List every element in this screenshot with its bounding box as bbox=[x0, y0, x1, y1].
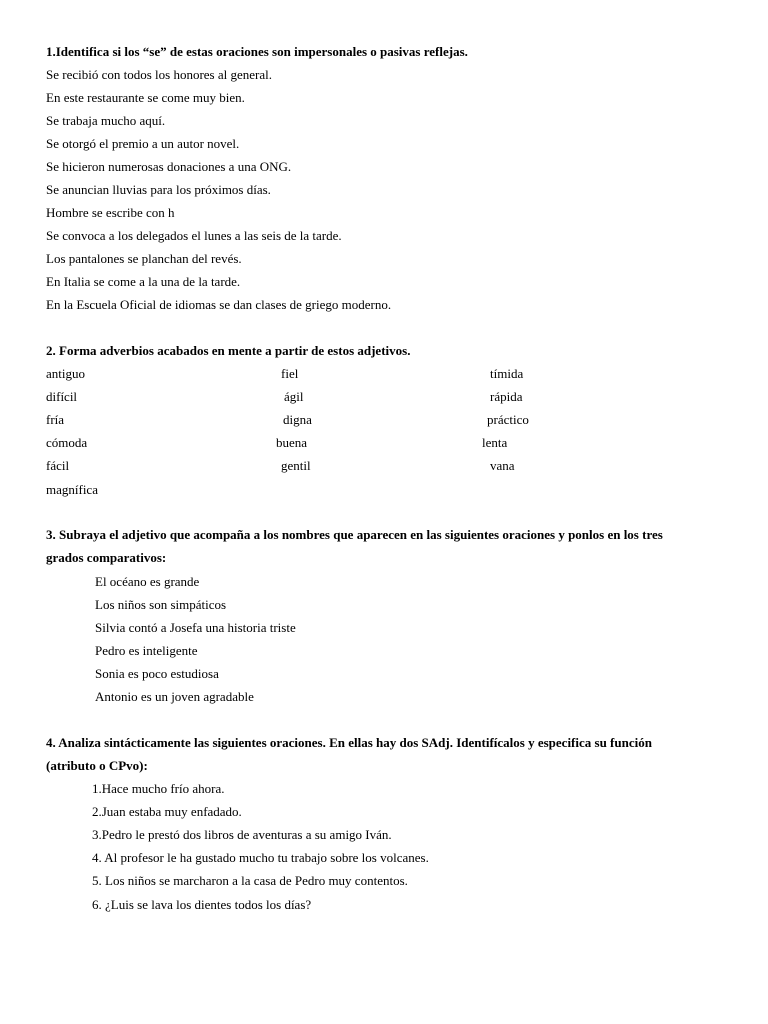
adjective-word: vana bbox=[490, 458, 515, 473]
adjective-word: digna bbox=[283, 412, 312, 427]
list-item: Se trabaja mucho aquí. bbox=[46, 113, 166, 128]
adjective-word: difícil bbox=[46, 389, 78, 404]
adjective-word: ágil bbox=[284, 389, 304, 404]
list-item: Pedro es inteligente bbox=[95, 643, 198, 658]
section-3-heading-cont: grados comparativos: bbox=[46, 550, 167, 565]
adjective-word: práctico bbox=[487, 412, 529, 427]
section-1-heading: 1.Identifica si los “se” de estas oraciones son impersonales o pasivas reflejas. bbox=[46, 44, 468, 59]
list-item: Se anuncian lluvias para los próximos días. bbox=[46, 182, 271, 197]
list-item: 6. ¿Luis se lava los dientes todos los días? bbox=[92, 897, 312, 912]
list-item: 4. Al profesor le ha gustado mucho tu trabajo sobre los volcanes. bbox=[92, 850, 429, 865]
section-4-heading-cont: (atributo o CPvo): bbox=[46, 758, 148, 773]
list-item: Se convoca a los delegados el lunes a las seis de la tarde. bbox=[46, 228, 342, 243]
adjective-word: fácil bbox=[46, 458, 70, 473]
adjective-word: fría bbox=[46, 412, 65, 427]
list-item: Se otorgó el premio a un autor novel. bbox=[46, 136, 240, 151]
adjective-word: buena bbox=[276, 435, 308, 450]
list-item: Los pantalones se planchan del revés. bbox=[46, 251, 242, 266]
section-4-heading: 4. Analiza sintácticamente las siguientes oraciones. En ellas hay dos SAdj. Identifícalos y especifica su función bbox=[46, 735, 652, 750]
list-item: En la Escuela Oficial de idiomas se dan clases de griego moderno. bbox=[46, 297, 392, 312]
list-item: 2.Juan estaba muy enfadado. bbox=[92, 804, 242, 819]
adjective-word: fiel bbox=[281, 366, 299, 381]
adjective-word: tímida bbox=[490, 366, 524, 381]
adjective-word: antiguo bbox=[46, 366, 85, 381]
list-item: 1.Hace mucho frío ahora. bbox=[92, 781, 225, 796]
list-item: Los niños son simpáticos bbox=[95, 597, 227, 612]
adjective-word: lenta bbox=[482, 435, 508, 450]
adjective-word: cómoda bbox=[46, 435, 88, 450]
adjective-word: gentil bbox=[281, 458, 311, 473]
list-item: 3.Pedro le prestó dos libros de aventuras a su amigo Iván. bbox=[92, 827, 392, 842]
list-item: Antonio es un joven agradable bbox=[95, 689, 254, 704]
list-item: Hombre se escribe con h bbox=[46, 205, 175, 220]
section-2-heading: 2. Forma adverbios acabados en mente a partir de estos adjetivos. bbox=[46, 343, 411, 358]
list-item: En Italia se come a la una de la tarde. bbox=[46, 274, 241, 289]
list-item: En este restaurante se come muy bien. bbox=[46, 90, 245, 105]
list-item: Sonia es poco estudiosa bbox=[95, 666, 219, 681]
list-item: Se hicieron numerosas donaciones a una ONG. bbox=[46, 159, 292, 174]
adjective-word: magnífica bbox=[46, 482, 98, 497]
list-item: Se recibió con todos los honores al general. bbox=[46, 67, 272, 82]
list-item: El océano es grande bbox=[95, 574, 200, 589]
list-item: Silvia contó a Josefa una historia triste bbox=[95, 620, 296, 635]
section-3-heading: 3. Subraya el adjetivo que acompaña a los nombres que aparecen en las siguientes oraciones y ponlos en los tres bbox=[46, 527, 663, 542]
list-item: 5. Los niños se marcharon a la casa de Pedro muy contentos. bbox=[92, 873, 408, 888]
adjective-word: rápida bbox=[490, 389, 523, 404]
